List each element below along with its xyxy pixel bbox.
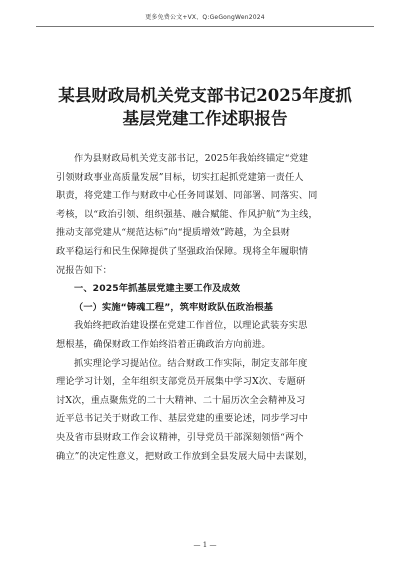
body-line: 近平总书记关于财政工作、基层党建的重要论述，同步学习中 bbox=[56, 413, 309, 425]
body-line: 理论学习计划，全年组织支部党员开展集中学习X次、专题研 bbox=[56, 376, 306, 388]
body-line: 作为县财政局机关党支部书记，2025年我始终锚定“党建 bbox=[74, 153, 309, 164]
body-line: 况报告如下： bbox=[56, 264, 113, 276]
title-line-1: 某县财政局机关党支部书记2025年度抓 bbox=[58, 86, 352, 105]
body-line: 推动支部党建从“规范达标”向“提质增效”跨越，为全县财 bbox=[56, 227, 291, 239]
body-line: 我始终把政治建设摆在党建工作首位，以理论武装夯实思 bbox=[74, 320, 308, 332]
subsection-heading: （一）实施“铸魂工程”，筑牢财政队伍政治根基 bbox=[74, 301, 274, 313]
title-line-2: 基层党建工作述职报告 bbox=[122, 109, 288, 128]
body-line: 政平稳运行和民生保障提供了坚强政治保障。现将全年履职情 bbox=[56, 245, 309, 257]
body-line: 确立”的决定性意义，把财政工作放到全县发展大局中去谋划， bbox=[56, 450, 313, 462]
body-line: 考核，以“政治引领、组织强基、融合赋能、作风护航”为主线， bbox=[56, 208, 318, 220]
document-title bbox=[40, 84, 370, 130]
document-body bbox=[56, 150, 356, 466]
body-line: 职责，将党建工作与财政中心任务同谋划、同部署、同落实、同 bbox=[56, 190, 318, 202]
body-line: 讨X次，重点聚焦党的二十大精神、二十届历次全会精神及习 bbox=[56, 394, 306, 406]
header-divider bbox=[36, 26, 374, 27]
body-line: 抓实理论学习提站位。结合财政工作实际，制定支部年度 bbox=[74, 357, 308, 369]
section-heading: 一、2025年抓基层党建主要工作及成效 bbox=[74, 283, 241, 295]
body-line: 想根基，确保财政工作始终沿着正确政治方向前进。 bbox=[56, 338, 271, 350]
body-line: 引领财政事业高质量发展”目标，切实扛起抓党建第一责任人 bbox=[56, 171, 304, 183]
page-number: — 1 — bbox=[193, 541, 217, 549]
header-note: 更多免费公文+VX、Q:GeGongWen2024 bbox=[145, 14, 265, 21]
body-line: 央及省市县财政工作会议精神，引导党员干部深刻领悟“两个 bbox=[56, 431, 304, 443]
